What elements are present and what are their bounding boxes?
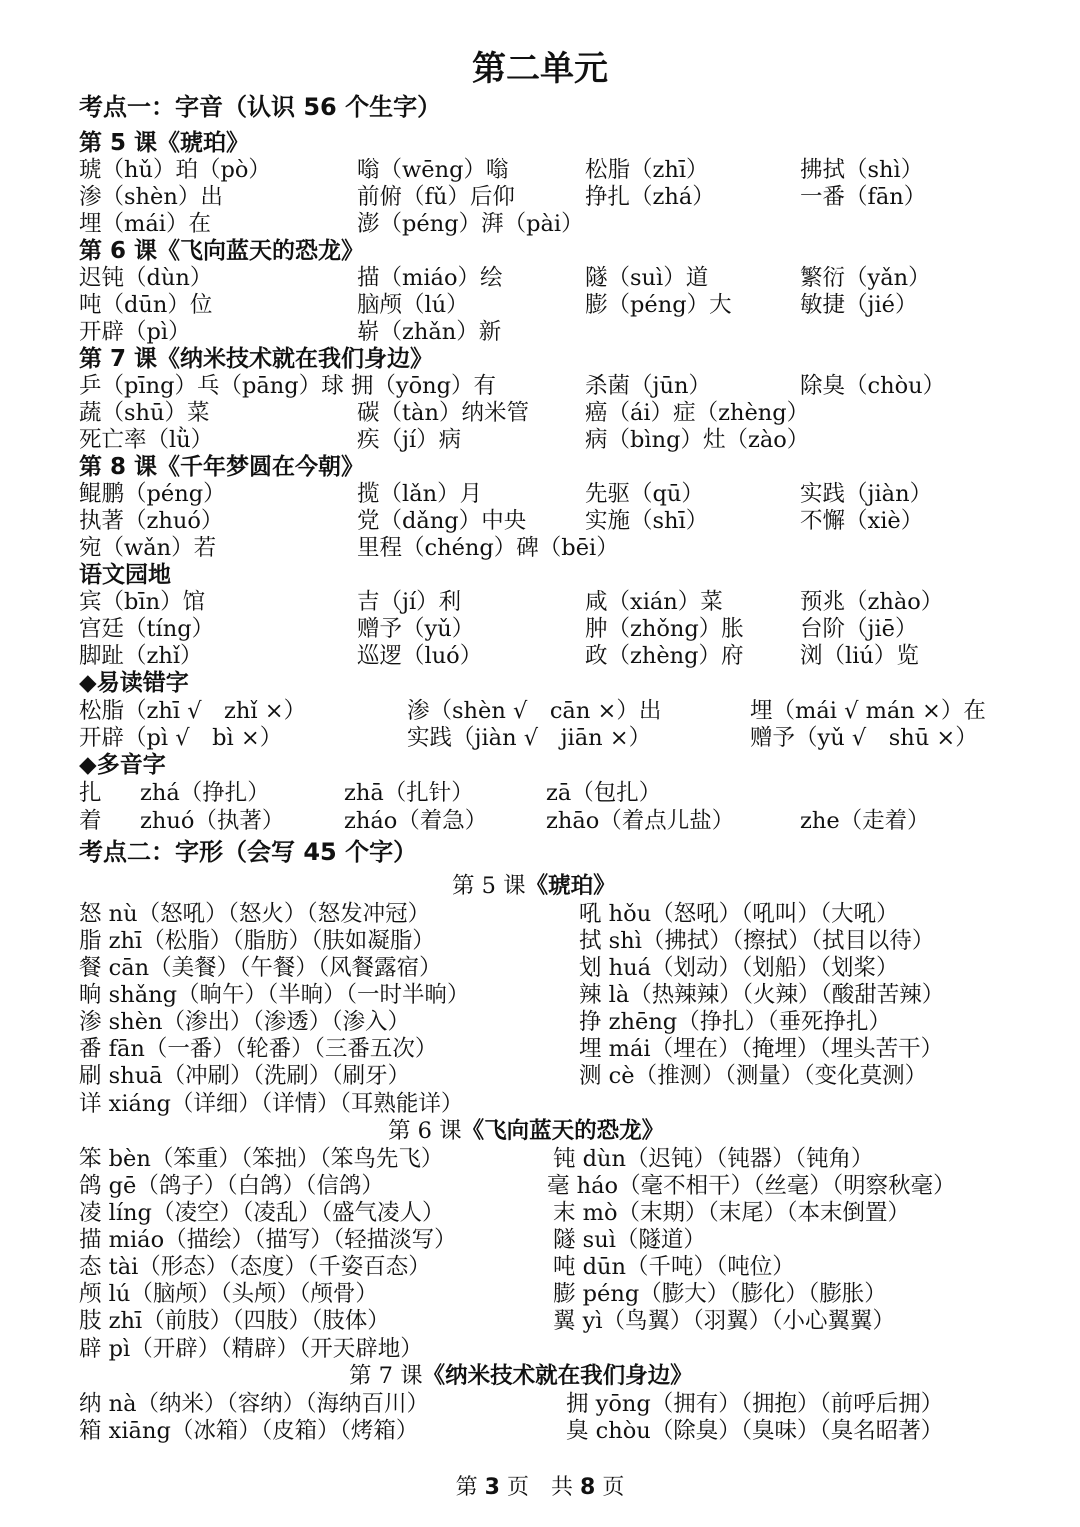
word-entry: 松脂（zhī √ zhǐ ×） <box>79 698 307 724</box>
word-entry: 吉（jí）利 <box>357 589 462 615</box>
lesson-heading-text: 第 7 课《纳米技术就在我们身边》 <box>79 346 434 372</box>
word-entry: 凌 líng（凌空）（凌乱）（盛气凌人） <box>79 1200 445 1226</box>
word-row <box>0 1254 1080 1281</box>
word-row <box>0 616 1080 643</box>
word-entry: 赠予（yǔ） <box>357 616 475 642</box>
word-entry: 渗 shèn（渗出）（渗透）（渗入） <box>79 1009 410 1035</box>
word-row <box>0 1336 1080 1363</box>
word-entry: 描（miáo）绘 <box>357 265 503 291</box>
word-entry: 繁衍（yǎn） <box>800 265 931 291</box>
word-entry: 里程（chéng）碑（bēi） <box>357 535 619 561</box>
lesson-heading-text: 第 8 课《千年梦圆在今朝》 <box>79 454 365 480</box>
word-entry: 实践（jiàn） <box>800 481 933 507</box>
word-entry: 晌 shǎng（晌午）（半晌）（一时半晌） <box>79 982 470 1008</box>
word-entry: 刷 shuā（冲刷）（洗刷）（刷牙） <box>79 1063 411 1089</box>
word-row <box>0 481 1080 508</box>
word-entry: zā（包扎） <box>546 780 662 806</box>
subsection-heading-text: ◆易读错字 <box>79 670 189 696</box>
word-row <box>0 1091 1080 1118</box>
word-entry: 澎（péng）湃（pài） <box>357 211 584 237</box>
word-entry: 碳（tàn）纳米管 <box>357 400 529 426</box>
lesson-heading <box>0 238 1080 265</box>
word-entry: 详 xiáng（详细）（详情）（耳熟能详） <box>79 1091 464 1117</box>
word-entry: 疾（jí）病 <box>357 427 462 453</box>
word-entry: 描 miáo（描绘）（描写）（轻描淡写） <box>79 1227 457 1253</box>
word-entry: 餐 cān（美餐）（午餐）（风餐露宿） <box>79 955 442 981</box>
footer-label: 页 共 <box>506 1475 573 1500</box>
lesson-heading <box>0 1118 1080 1145</box>
word-entry: 开辟（pì） <box>79 319 191 345</box>
word-entry: 挣 zhēng（挣扎）（垂死挣扎） <box>579 1009 891 1035</box>
word-row <box>0 265 1080 292</box>
word-row <box>0 184 1080 211</box>
word-entry: 党（dǎng）中央 <box>357 508 527 534</box>
word-row <box>0 1418 1080 1445</box>
word-entry: 执著（zhuó） <box>79 508 224 534</box>
word-row <box>0 1173 1080 1200</box>
page-title: 第二单元 <box>472 49 608 89</box>
word-entry: 吨（dūn）位 <box>79 292 213 318</box>
subsection-heading <box>0 670 1080 697</box>
word-entry: 一番（fān） <box>800 184 927 210</box>
word-row <box>0 373 1080 400</box>
lesson-heading <box>0 130 1080 157</box>
word-entry: 政（zhèng）府 <box>585 643 744 669</box>
word-entry: 辟 pì（开辟）（精辟）（开天辟地） <box>79 1336 423 1362</box>
polyphone-char: 着 <box>79 808 102 834</box>
word-row <box>0 1391 1080 1418</box>
word-entry: 笨 bèn（笨重）（笨拙）（笨鸟先飞） <box>79 1146 444 1172</box>
word-entry: zhā（扎针） <box>344 780 474 806</box>
word-entry: zhuó（执著） <box>140 808 285 834</box>
word-row <box>0 400 1080 427</box>
word-entry: 拭 shì（拂拭）（擦拭）（拭目以待） <box>579 928 935 954</box>
word-entry: 渗（shèn √ cān ×）出 <box>407 698 662 724</box>
page-total: 8 <box>580 1475 596 1500</box>
word-entry: 除臭（chòu） <box>800 373 946 399</box>
footer-label: 页 <box>602 1475 625 1500</box>
word-row <box>0 319 1080 346</box>
word-row <box>0 1200 1080 1227</box>
word-row <box>0 982 1080 1009</box>
word-entry: 宛（wǎn）若 <box>79 535 217 561</box>
word-row <box>0 698 1080 725</box>
word-entry: 脑颅（lú） <box>357 292 469 318</box>
word-entry: 翼 yì（鸟翼）（羽翼）（小心翼翼） <box>553 1308 896 1334</box>
word-entry: 先驱（qū） <box>585 481 704 507</box>
polyphone-char: 扎 <box>79 780 102 806</box>
word-row <box>0 1063 1080 1090</box>
word-entry: 鸽 gē（鸽子）（白鸽）（信鸽） <box>79 1173 384 1199</box>
footer-label: 第 <box>455 1475 478 1500</box>
word-entry: 肢 zhī（前肢）（四肢）（肢体） <box>79 1308 390 1334</box>
lesson-heading-text: 第 5 课《琥珀》 <box>79 130 250 156</box>
word-entry: 杀菌（jūn） <box>585 373 711 399</box>
word-entry: 态 tài（形态）（态度）（千姿百态） <box>79 1254 431 1280</box>
section-heading-writing <box>0 839 1080 866</box>
word-row <box>0 780 1080 807</box>
word-entry: 崭（zhǎn）新 <box>357 319 502 345</box>
lesson-heading <box>0 562 1080 589</box>
word-row <box>0 157 1080 184</box>
word-entry: 毫 háo（毫不相干）（丝毫）（明察秋毫） <box>547 1173 956 1199</box>
word-row <box>0 901 1080 928</box>
word-entry: 预兆（zhào） <box>800 589 944 615</box>
word-entry: zhāo（着点儿盐） <box>546 808 735 834</box>
word-row <box>0 589 1080 616</box>
word-entry: 脚趾（zhǐ） <box>79 643 203 669</box>
lesson-heading <box>0 346 1080 373</box>
word-entry: 咸（xián）菜 <box>585 589 723 615</box>
word-entry: 脂 zhī（松脂）（脂肪）（肤如凝脂） <box>79 928 435 954</box>
word-row <box>0 1227 1080 1254</box>
word-row <box>0 1009 1080 1036</box>
word-entry: zhe（走着） <box>800 808 930 834</box>
word-row <box>0 508 1080 535</box>
word-entry: zháo（着急） <box>344 808 488 834</box>
section-heading-text: 考点二：字形（会写 45 个字） <box>79 838 418 866</box>
word-entry: 嗡（wēng）嗡 <box>357 157 509 183</box>
word-entry: 膨 péng（膨大）（膨化）（膨胀） <box>553 1281 887 1307</box>
word-row <box>0 292 1080 319</box>
word-entry: 松脂（zhī） <box>585 157 709 183</box>
lesson-heading-text <box>388 1118 664 1145</box>
word-entry: 颅 lú（脑颅）（头颅）（颅骨） <box>79 1281 378 1307</box>
word-entry: 辣 là（热辣辣）（火辣）（酸甜苦辣） <box>579 982 945 1008</box>
word-entry: 渗（shèn）出 <box>79 184 223 210</box>
word-entry: 挣扎（zhá） <box>585 184 715 210</box>
word-entry: 划 huá（划动）（划船）（划桨） <box>579 955 899 981</box>
word-row <box>0 808 1080 835</box>
word-entry: 琥（hǔ）珀（pò） <box>79 157 271 183</box>
word-row <box>0 1281 1080 1308</box>
lesson-heading-text: 语文园地 <box>79 562 171 588</box>
word-entry: 吨 dūn（千吨）（吨位） <box>553 1254 795 1280</box>
word-row <box>0 535 1080 562</box>
lesson-heading <box>0 1363 1080 1390</box>
word-entry: 死亡率（lǜ） <box>79 427 214 453</box>
word-entry: 病（bìng）灶（zào） <box>585 427 810 453</box>
lesson-number: 第 6 课 <box>388 1118 462 1144</box>
word-entry: 钝 dùn（迟钝）（钝器）（钝角） <box>553 1146 874 1172</box>
word-row <box>0 427 1080 454</box>
word-entry: 番 fān（一番）（轮番）（三番五次） <box>79 1036 438 1062</box>
word-entry: 肿（zhǒng）胀 <box>585 616 744 642</box>
word-entry: 迟钝（dùn） <box>79 265 213 291</box>
word-entry: 巡逻（luó） <box>357 643 483 669</box>
lesson-title: 《飞向蓝天的恐龙》 <box>461 1118 665 1144</box>
lesson-title: 《纳米技术就在我们身边》 <box>422 1363 693 1389</box>
word-entry: 台阶（jiē） <box>800 616 918 642</box>
lesson-number: 第 7 课 <box>349 1363 423 1389</box>
word-entry: 蔬（shū）菜 <box>79 400 210 426</box>
word-entry: 埋（mái √ mán ×）在 <box>750 698 986 724</box>
subsection-heading <box>0 752 1080 779</box>
word-entry: 宾（bīn）馆 <box>79 589 206 615</box>
word-entry: 鲲鹏（péng） <box>79 481 226 507</box>
lesson-number: 第 5 课 <box>452 873 526 899</box>
word-row <box>0 955 1080 982</box>
lesson-heading <box>0 454 1080 481</box>
word-entry: 不懈（xiè） <box>800 508 924 534</box>
word-entry: 揽（lǎn）月 <box>357 481 483 507</box>
lesson-heading-text <box>349 1363 693 1390</box>
section-heading-pronunciation <box>0 94 1080 121</box>
word-entry: 隧 suì（隧道） <box>553 1227 706 1253</box>
subsection-heading-text: ◆多音字 <box>79 752 166 778</box>
word-entry: 前俯（fǔ）后仰 <box>357 184 515 210</box>
lesson-heading-text: 第 6 课《飞向蓝天的恐龙》 <box>79 238 365 264</box>
word-entry: 拥 yōng（拥有）（拥抱）（前呼后拥） <box>566 1391 944 1417</box>
word-row <box>0 1308 1080 1335</box>
word-entry: 纳 nà（纳米）（容纳）（海纳百川） <box>79 1391 430 1417</box>
word-entry: 拂拭（shì） <box>800 157 924 183</box>
word-row <box>0 1146 1080 1173</box>
page-footer <box>0 1474 1080 1502</box>
word-entry: 宫廷（tíng） <box>79 616 215 642</box>
word-entry: 箱 xiāng（冰箱）（皮箱）（烤箱） <box>79 1418 419 1444</box>
word-entry: 怒 nù（怒吼）（怒火）（怒发冲冠） <box>79 901 431 927</box>
word-entry: 隧（suì）道 <box>585 265 709 291</box>
lesson-heading <box>0 873 1080 900</box>
word-entry: 吼 hǒu（怒吼）（吼叫）（大吼） <box>579 901 899 927</box>
word-entry: 埋（mái）在 <box>79 211 211 237</box>
word-entry: 赠予（yǔ √ shū ×） <box>750 725 978 751</box>
word-entry: 癌（ái）症（zhèng） <box>585 400 810 426</box>
word-row <box>0 928 1080 955</box>
word-row <box>0 1036 1080 1063</box>
word-entry: 实践（jiàn √ jiān ×） <box>407 725 652 751</box>
word-entry: 敏捷（jié） <box>800 292 918 318</box>
word-entry: 埋 mái（埋在）（掩埋）（埋头苦干） <box>579 1036 944 1062</box>
word-entry: 臭 chòu（除臭）（臭味）（臭名昭著） <box>566 1418 944 1444</box>
word-entry: 乒（pīng）乓（pāng）球 拥（yōng）有 <box>79 373 497 399</box>
lesson-heading-text <box>452 873 616 900</box>
word-entry: 实施（shī） <box>585 508 709 534</box>
word-entry: zhá（挣扎） <box>140 780 270 806</box>
page-number: 3 <box>484 1475 500 1500</box>
word-entry: 膨（péng）大 <box>585 292 732 318</box>
word-entry: 测 cè（推测）（测量）（变化莫测） <box>579 1063 928 1089</box>
word-entry: 开辟（pì √ bì ×） <box>79 725 283 751</box>
word-entry: 末 mò（末期）（末尾）（本末倒置） <box>553 1200 911 1226</box>
word-entry: 浏（liú）览 <box>800 643 919 669</box>
section-heading-text: 考点一：字音（认识 56 个生字） <box>79 93 442 121</box>
word-row <box>0 211 1080 238</box>
word-row <box>0 725 1080 752</box>
lesson-title: 《琥珀》 <box>525 873 616 899</box>
word-row <box>0 643 1080 670</box>
